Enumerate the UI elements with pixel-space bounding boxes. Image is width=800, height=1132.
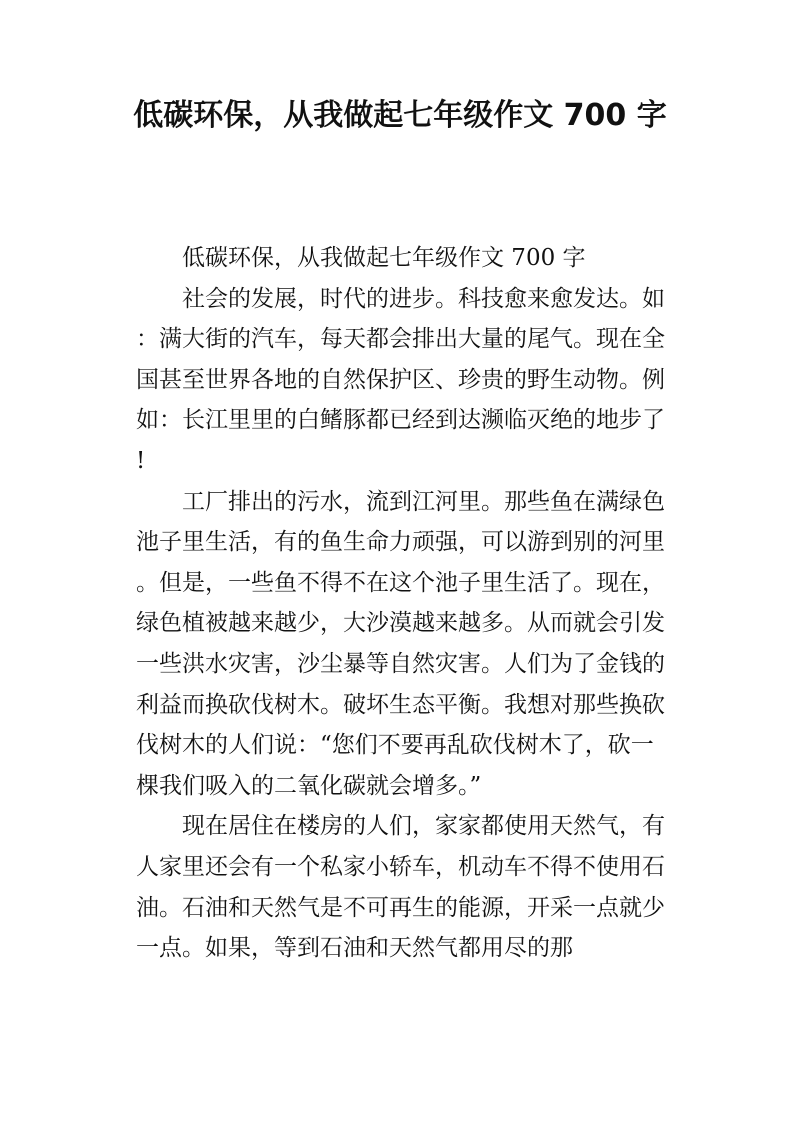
paragraph-4: 现在居住在楼房的人们，家家都使用天然气，有人家里还会有一个私家小轿车，机动车不得不使用石油。石油和天然气是不可再生的能源，开采一点就少一点。如果，等到石油和天然气都用尽的那 [136, 813, 665, 962]
paragraph-2: 社会的发展，时代的进步。科技愈来愈发达。如：满大街的汽车，每天都会排出大量的尾气。现在全国甚至世界各地的自然保护区、珍贵的野生动物。例如：长江里里的白鳍豚都已经到达濒临灭绝的地步了! [136, 285, 665, 474]
document-title: 低碳环保，从我做起七年级作文 700 字 [133, 98, 667, 133]
paragraph-1: 低碳环保，从我做起七年级作文 700 字 [182, 245, 586, 271]
paragraph-3: 工厂排出的污水，流到江河里。那些鱼在满绿色池子里生活，有的鱼生命力顽强，可以游到别的河里。但是，一些鱼不得不在这个池子里生活了。现在，绿色植被越来越少，大沙漠越来越多。从而就会引发一些洪水灾害，沙尘暴等自然灾害。人们为了金钱的利益而换砍伐树木。破坏生态平衡。我想对那些换砍伐树木的人们说：“您们不要再乱砍伐树木了，砍一棵我们吸入的二氧化碳就会增多。” [136, 488, 665, 799]
document-body [136, 238, 666, 969]
